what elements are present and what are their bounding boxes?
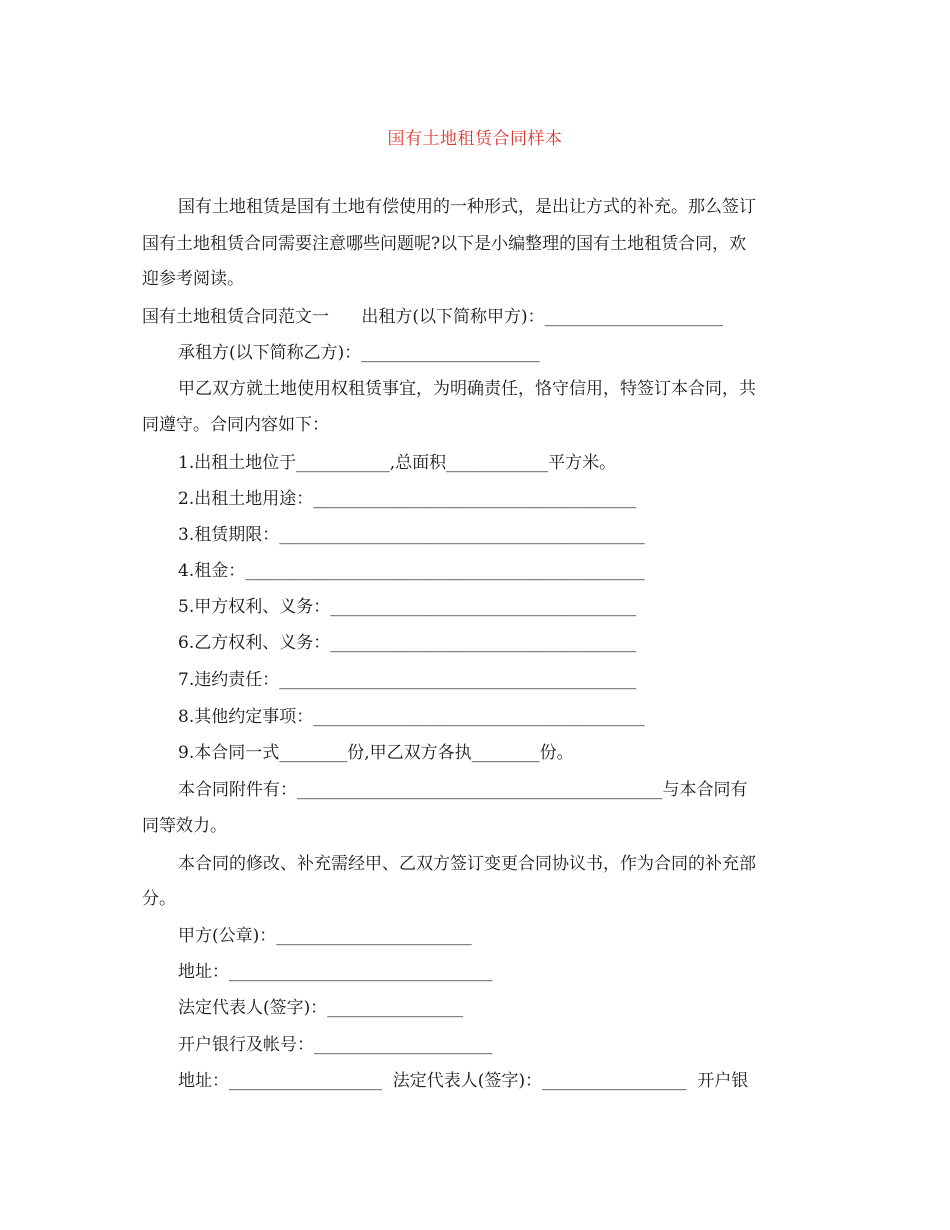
party-b-info-line: 地址：__________________ 法定代表人(签字)：_________________ 开户银 — [178, 1071, 749, 1091]
party-a-representative-line: 法定代表人(签字)：________________ — [178, 998, 464, 1018]
clause-7: 7.违约责任：__________________________________________ — [178, 670, 637, 690]
document-title: 国有土地租赁合同样本 — [387, 129, 563, 149]
preamble-line-1: 甲乙双方就土地使用权租赁事宜，为明确责任，恪守信用，特签订本合同，共 — [178, 379, 756, 399]
intro-line-2: 国有土地租赁合同需要注意哪些问题呢?以下是小编整理的国有土地租赁合同，欢 — [142, 234, 747, 254]
lessee-line: 承租方(以下简称乙方)：_____________________ — [178, 343, 540, 363]
clause-5: 5.甲方权利、义务：____________________________________ — [178, 597, 637, 617]
clause-2: 2.出租土地用途：______________________________________ — [178, 489, 637, 509]
attachment-line-2: 同等效力。 — [142, 816, 227, 836]
intro-line-3: 迎参考阅读。 — [142, 269, 244, 289]
party-a-bank-line: 开户银行及帐号：_____________________ — [178, 1035, 493, 1055]
amendment-line-2: 分。 — [142, 889, 176, 909]
clause-3: 3.租赁期限：___________________________________________ — [178, 525, 645, 545]
clause-4: 4.租金：_______________________________________________ — [178, 561, 645, 581]
clause-1: 1.出租土地位于___________,总面积____________平方米。 — [178, 453, 617, 473]
attachment-line-1: 本合同附件有：___________________________________________与本合同有 — [178, 780, 748, 800]
lessor-line: 国有土地租赁合同范文一 出租方(以下简称甲方)：_____________________ — [142, 307, 724, 327]
preamble-line-2: 同遵守。合同内容如下： — [142, 415, 329, 435]
party-a-seal-line: 甲方(公章)：_______________________ — [178, 926, 472, 946]
clause-9: 9.本合同一式________份,甲乙双方各执________份。 — [178, 743, 574, 763]
amendment-line-1: 本合同的修改、补充需经甲、乙双方签订变更合同协议书，作为合同的补充部 — [178, 854, 756, 874]
intro-line-1: 国有土地租赁是国有土地有偿使用的一种形式，是出让方式的补充。那么签订 — [178, 197, 756, 217]
party-a-address-line: 地址：_______________________________ — [178, 962, 493, 982]
clause-6: 6.乙方权利、义务：____________________________________ — [178, 633, 637, 653]
clause-8: 8.其他约定事项：_______________________________________ — [178, 707, 645, 727]
